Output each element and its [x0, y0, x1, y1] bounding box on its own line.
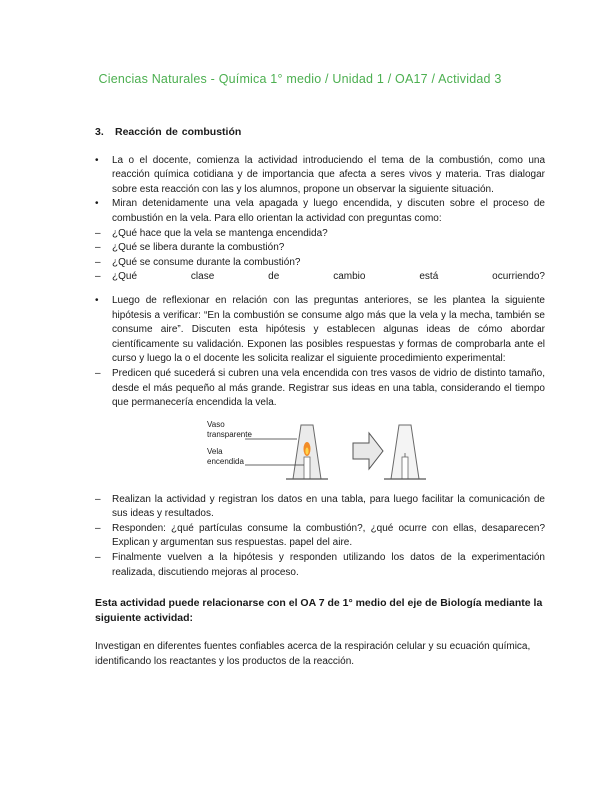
label-glass: Vaso transparente — [207, 419, 252, 439]
related-activity-heading: Esta actividad puede relacionarse con el OA 7 de 1° medio del eje de Biología mediante la siguiente actividad: — [95, 597, 543, 625]
procedure-step: – Realizan la actividad y registran los datos en una tabla, para luego facilitar la comunicación de sus ideas y resultados. — [95, 493, 545, 522]
question-item: – ¿Qué se consume durante la combustión? — [95, 256, 545, 271]
question-item: – ¿Qué hace que la vela se mantenga encendida? — [95, 227, 545, 242]
question-list — [95, 227, 545, 285]
arrow-right-icon — [353, 433, 383, 469]
bullet-item: • Miran detenidamente una vela apagada y luego encendida, y discuten sobre el proceso de combustión en la vela. Para ello orientan la actividad con preguntas como: — [95, 197, 545, 226]
extinguished-candle — [402, 457, 408, 479]
label-candle: Vela encendida — [207, 446, 244, 466]
section-number: 3. — [95, 126, 104, 138]
procedure-step: – Finalmente vuelven a la hipótesis y responden utilizando los datos de la experimentación realizada, discutiendo mejoras al proceso. — [95, 551, 545, 580]
bullet-item: • Luego de reflexionar en relación con las preguntas anteriores, se les plantea la siguiente hipótesis a verificar: “En la combustión se consume algo más que la vela y la mecha, también se consume aire”. Discuten esta hipótesis y establecen algunas ideas de cómo abordar científicamente su validación. Exponen las posibles respuestas y formas de comprobarla ante el curso y luego la o el docente les solicita realizar el siguiente procedimiento experimental: — [95, 294, 545, 367]
bullet-item: • La o el docente, comienza la actividad introduciendo el tema de la combustión, como una reacción química cotidiana y de importancia que afecta a seres vivos y materia. Tras dialogar sobre esta reacción con las y los alumnos, propone un observar la siguiente situación. — [95, 154, 545, 198]
candle-glass-illustration — [95, 417, 545, 489]
experiment-figure — [95, 417, 545, 489]
question-item: – ¿Qué se libera durante la combustión? — [95, 241, 545, 256]
document-body — [95, 125, 545, 669]
lit-candle — [304, 457, 310, 479]
procedure-step: – Responden: ¿qué partículas consume la combustión?, ¿qué ocurre con ellas, desaparecen? Explican y argumentan sus respuestas. papel del aire. — [95, 522, 545, 551]
page-header: Ciencias Naturales - Química 1° medio / Unidad 1 / OA17 / Actividad 3 — [98, 72, 502, 86]
question-item: – ¿Qué clase de cambio está ocurriendo? — [95, 270, 545, 285]
procedure-step: – Predicen qué sucederá si cubren una vela encendida con tres vasos de vidrio de distinto tamaño, desde el más pequeño al más grande. Registrar sus ideas en una tabla, considerando el tiempo que permanecería encendida la vela. — [95, 367, 545, 411]
section-title-text: Reacción de combustión — [115, 126, 242, 138]
section-title — [95, 125, 545, 140]
closing-paragraph: Investigan en diferentes fuentes confiables acerca de la respiración celular y su ecuación química, identificando los reactantes y los productos de la reacción. — [95, 641, 531, 667]
